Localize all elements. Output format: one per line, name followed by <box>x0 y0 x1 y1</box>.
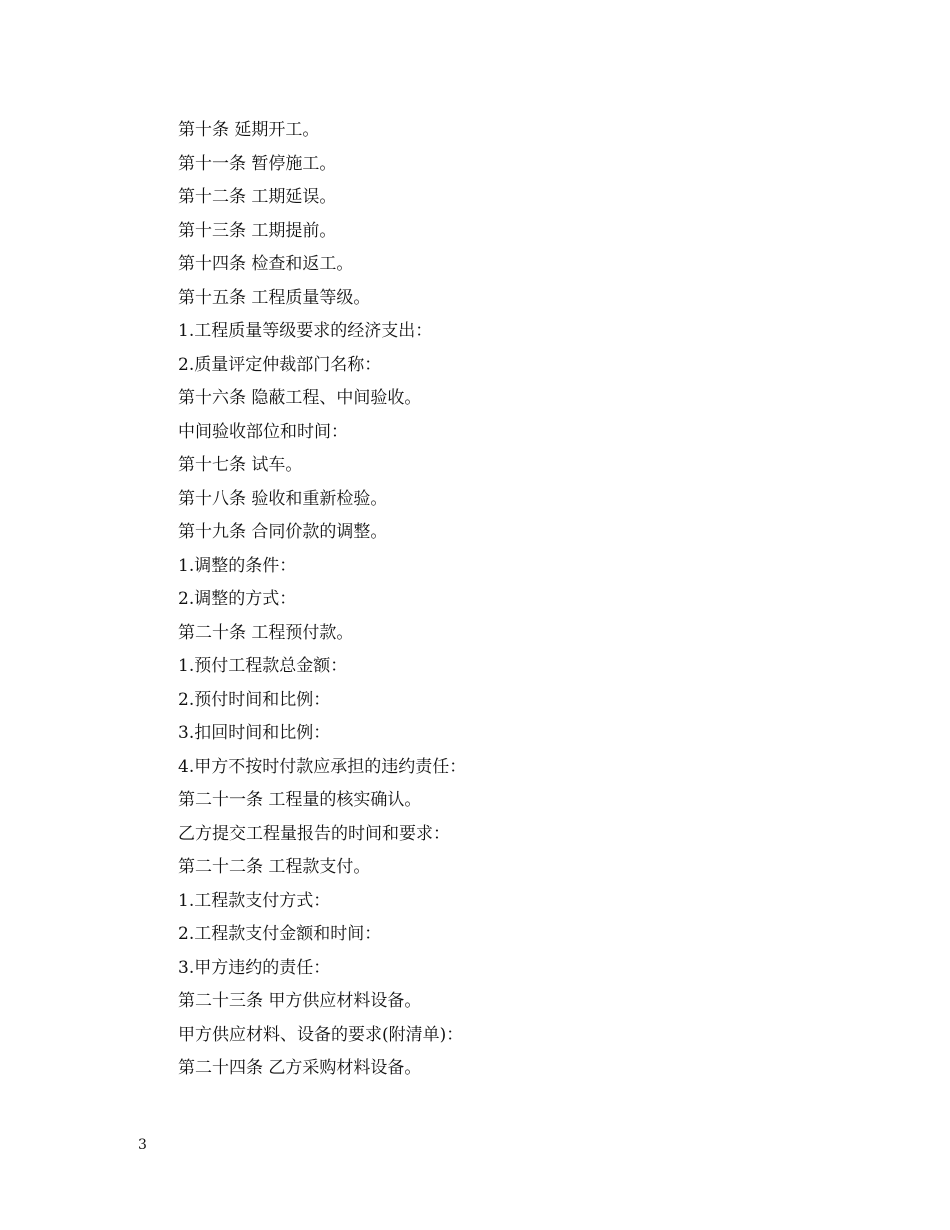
clause-13: 第十三条 工期提前。 <box>178 220 337 241</box>
clause-22: 第二十二条 工程款支付。 <box>178 857 371 877</box>
clause-17: 第十七条 试车。 <box>178 455 303 475</box>
clause-19-item-2: 2.调整的方式： <box>178 589 297 609</box>
clause-15: 第十五条 工程质量等级。 <box>178 287 371 308</box>
clause-21-detail: 乙方提交工程量报告的时间和要求： <box>178 823 450 844</box>
clause-20: 第二十条 工程预付款。 <box>178 622 354 643</box>
clause-19-item-1: 1.调整的条件： <box>178 555 297 576</box>
clause-12: 第十二条 工期延误。 <box>178 187 337 207</box>
clause-11: 第十一条 暂停施工。 <box>178 153 337 174</box>
clause-16: 第十六条 隐蔽工程、中间验收。 <box>178 388 422 408</box>
clause-22-item-2: 2.工程款支付金额和时间： <box>178 924 382 944</box>
clause-15-item-2: 2.质量评定仲裁部门名称： <box>178 354 382 375</box>
clause-15-item-1: 1.工程质量等级要求的经济支出： <box>178 321 433 341</box>
clause-22-item-3: 3.甲方违约的责任： <box>178 957 331 978</box>
clause-24: 第二十四条 乙方采购材料设备。 <box>178 1058 422 1078</box>
clause-23-detail: 甲方供应材料、设备的要求(附清单)： <box>178 1024 464 1045</box>
clause-16-detail: 中间验收部位和时间： <box>178 421 348 442</box>
clause-22-item-1: 1.工程款支付方式： <box>178 890 331 911</box>
clause-10: 第十条 延期开工。 <box>178 120 320 140</box>
clause-14: 第十四条 检查和返工。 <box>178 254 354 274</box>
clause-19: 第十九条 合同价款的调整。 <box>178 522 388 542</box>
clause-18: 第十八条 验收和重新检验。 <box>178 488 388 509</box>
clause-21: 第二十一条 工程量的核实确认。 <box>178 790 422 810</box>
clause-20-item-4: 4.甲方不按时付款应承担的违约责任： <box>178 756 467 777</box>
page-number: 3 <box>138 1137 147 1153</box>
document-body <box>178 114 858 1086</box>
clause-20-item-2: 2.预付时间和比例： <box>178 689 331 710</box>
clause-20-item-1: 1.预付工程款总金额： <box>178 656 348 676</box>
clause-20-item-3: 3.扣回时间和比例： <box>178 723 331 743</box>
clause-23: 第二十三条 甲方供应材料设备。 <box>178 991 422 1011</box>
